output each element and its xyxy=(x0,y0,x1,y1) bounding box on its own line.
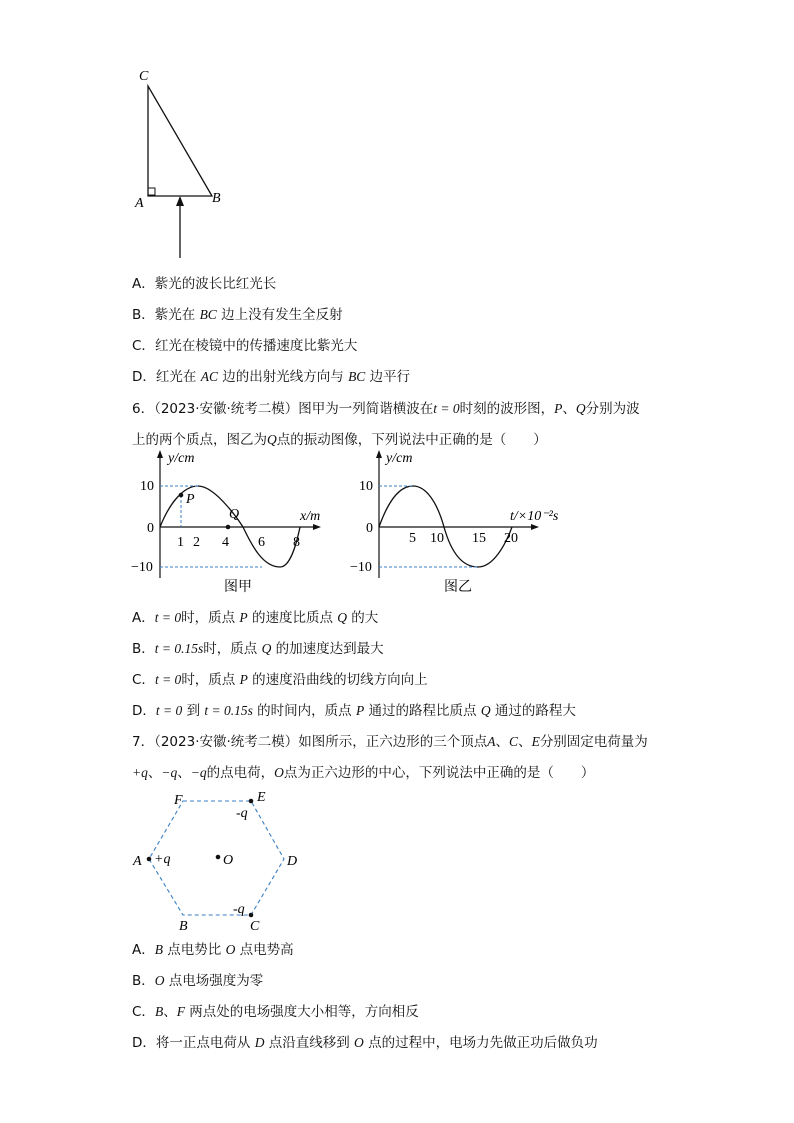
option-label: C． xyxy=(132,338,155,354)
jia-caption: 图甲 xyxy=(224,579,252,595)
hex-label-E: E xyxy=(257,790,266,805)
hex-label-A: A xyxy=(133,854,142,869)
jia-point-p xyxy=(179,493,184,498)
hex-label-C: C xyxy=(250,919,260,934)
option-text: 的速度比质点 xyxy=(247,610,338,626)
prism-figure xyxy=(0,0,794,270)
q6-option-b xyxy=(132,640,384,658)
q7-option-a xyxy=(132,941,294,959)
yi-xtick-5: 5 xyxy=(409,531,416,546)
q6-option-d xyxy=(132,702,576,720)
hex-label-D: D xyxy=(287,854,298,869)
option-text: 边平行 xyxy=(365,369,411,385)
option-text: 两点处的电场强度大小相等，方向相反 xyxy=(184,1004,419,1020)
stem-var: C xyxy=(509,734,519,749)
stem-math: +q xyxy=(132,765,148,780)
option-label: C． xyxy=(132,1004,155,1020)
stem-text: 如图所示，正六边形的三个顶点 xyxy=(298,734,488,750)
q7-option-c xyxy=(132,1003,419,1021)
yi-x-arrow-icon xyxy=(531,524,539,530)
option-text: 的大 xyxy=(347,610,379,626)
option-var: F xyxy=(176,1004,185,1019)
option-var: D xyxy=(254,1035,265,1050)
stem-math: t = 0 xyxy=(433,401,460,416)
yi-ylabel: y/cm xyxy=(386,451,413,466)
charge-dot-e xyxy=(249,799,254,804)
q7-option-d xyxy=(132,1034,598,1052)
option-text: 的时间内，质点 xyxy=(252,703,356,719)
jia-x-arrow-icon xyxy=(313,524,321,530)
option-text: 的速度沿曲线的切线方向向上 xyxy=(247,672,428,688)
stem-var: P xyxy=(554,401,563,416)
question-source: （2023·安徽·统考二模） xyxy=(154,401,299,417)
prism-label-B: B xyxy=(212,191,221,206)
jia-point-q xyxy=(226,525,231,530)
option-var: P xyxy=(239,672,248,687)
jia-xtick-6: 6 xyxy=(258,535,265,550)
option-text: 边上没有发生全反射 xyxy=(216,307,343,323)
option-math: t = 0 xyxy=(154,672,182,687)
stem-text: 点为正六边形的中心，下列说法中正确的是（ ） xyxy=(283,765,595,781)
option-text: 点电势比 xyxy=(163,942,226,958)
yi-ytick-m10: −10 xyxy=(350,560,372,575)
graph-yi xyxy=(350,450,559,595)
option-var: P xyxy=(355,703,365,718)
q6-graphs xyxy=(0,448,794,598)
option-label: A． xyxy=(132,942,155,958)
charge-dot-a xyxy=(147,857,152,862)
option-label: D． xyxy=(132,369,156,385)
jia-ytick-m10: −10 xyxy=(131,560,153,575)
option-math: t = 0.15s xyxy=(154,641,204,656)
jia-xlabel: x/m xyxy=(300,509,321,524)
stem-var: O xyxy=(274,765,284,780)
charge-dot-c xyxy=(249,913,254,918)
option-var: Q xyxy=(261,641,272,656)
jia-ytick-0: 0 xyxy=(147,521,154,536)
yi-xlabel: t/×10⁻²s xyxy=(510,509,559,524)
hexagon-figure xyxy=(0,780,794,940)
option-var: BC xyxy=(199,307,217,322)
yi-caption: 图乙 xyxy=(444,579,472,595)
q7-stem-line1 xyxy=(132,733,648,751)
option-var: O xyxy=(154,973,165,988)
option-var: AC xyxy=(200,369,218,384)
question-source: （2023·安徽·统考二模） xyxy=(154,734,299,750)
option-text: 时，质点 xyxy=(181,610,240,626)
option-var: Q xyxy=(337,610,348,625)
stem-var: A xyxy=(487,734,496,749)
option-text: 将一正点电荷从 xyxy=(155,1035,255,1051)
option-text: 红光在棱镜中的传播速度比紫光大 xyxy=(154,338,358,354)
stem-text: 分别为波 xyxy=(585,401,640,417)
option-text: 的加速度达到最大 xyxy=(271,641,384,657)
option-label: C． xyxy=(132,672,155,688)
jia-label-p: P xyxy=(186,492,195,507)
option-text: 紫光的波长比红光长 xyxy=(154,276,277,292)
option-label: A． xyxy=(132,276,155,292)
q5-option-d xyxy=(132,368,410,386)
option-label: A． xyxy=(132,610,155,626)
jia-xtick-2: 2 xyxy=(193,535,200,550)
option-text: 到 xyxy=(182,703,205,719)
charge-label-a: +q xyxy=(154,852,171,867)
option-label: B． xyxy=(132,641,155,657)
q6-stem-line2 xyxy=(132,431,547,449)
q6-stem-line1 xyxy=(132,400,640,418)
option-text: 、 xyxy=(163,1004,177,1020)
question-number: 7． xyxy=(132,734,155,750)
option-text: 时，质点 xyxy=(203,641,262,657)
q6-option-a xyxy=(132,609,378,627)
stem-math: −q xyxy=(190,765,207,780)
hex-label-B: B xyxy=(179,919,188,934)
question-number: 6． xyxy=(132,401,155,417)
option-text: 点电势高 xyxy=(235,942,294,958)
yi-xtick-20: 20 xyxy=(504,531,518,546)
prism-label-A: A xyxy=(135,196,144,211)
jia-label-q: Q xyxy=(229,507,240,522)
option-text: 点沿直线移到 xyxy=(264,1035,355,1051)
prism-triangle xyxy=(148,86,212,196)
jia-xtick-4: 4 xyxy=(222,535,229,550)
option-label: B． xyxy=(132,307,155,323)
jia-y-arrow-icon xyxy=(157,450,163,458)
stem-text: 上的两个质点，图乙为 xyxy=(132,432,267,448)
q7-option-b xyxy=(132,972,263,990)
incident-ray-arrow-icon xyxy=(176,196,184,206)
jia-ylabel: y/cm xyxy=(168,451,195,466)
hex-label-F: F xyxy=(174,793,183,808)
charge-label-e: -q xyxy=(236,806,248,821)
yi-xtick-10: 10 xyxy=(430,531,444,546)
option-text: 通过的路程大 xyxy=(490,703,576,719)
option-var: B xyxy=(154,1004,164,1019)
center-dot-o xyxy=(216,855,221,860)
option-math: t = 0.15s xyxy=(204,703,253,718)
yi-y-arrow-icon xyxy=(376,450,382,458)
option-text: 点的过程中，电场力先做正功后做负功 xyxy=(363,1035,598,1051)
stem-text: 点的振动图像，下列说法中正确的是（ ） xyxy=(276,432,547,448)
stem-var: Q xyxy=(575,401,586,416)
option-var: Q xyxy=(480,703,491,718)
stem-text: 、 xyxy=(495,734,510,750)
option-label: D． xyxy=(132,1035,156,1051)
jia-ytick-10: 10 xyxy=(140,479,154,494)
option-text: 点电场强度为零 xyxy=(164,973,264,989)
yi-ytick-0: 0 xyxy=(366,521,373,536)
option-math: t = 0 xyxy=(154,610,182,625)
option-label: B． xyxy=(132,973,155,989)
stem-text: 分别固定电荷量为 xyxy=(539,734,648,750)
option-var: BC xyxy=(348,369,366,384)
stem-var: Q xyxy=(267,432,277,447)
q5-option-b xyxy=(132,306,343,324)
option-var: O xyxy=(225,942,236,957)
option-label: D． xyxy=(132,703,156,719)
option-text: 时，质点 xyxy=(181,672,240,688)
prism-label-C: C xyxy=(139,69,149,84)
option-var: B xyxy=(154,942,163,957)
graph-jia xyxy=(131,450,321,595)
stem-text: 、 xyxy=(562,401,576,417)
option-text: 边的出射光线方向与 xyxy=(217,369,349,385)
option-text: 紫光在 xyxy=(154,307,200,323)
q5-option-c xyxy=(132,337,357,355)
charge-label-c: -q xyxy=(233,902,245,917)
stem-text: 、 xyxy=(518,734,532,750)
q6-option-c xyxy=(132,671,428,689)
option-var: O xyxy=(354,1035,364,1050)
stem-text: 图甲为一列简谐横波在 xyxy=(298,401,434,417)
yi-ytick-10: 10 xyxy=(359,479,373,494)
right-angle-mark xyxy=(148,188,155,195)
jia-xtick-8: 8 xyxy=(293,535,300,550)
q7-stem-line2: +q、−q、−q的点电荷，O点为正六边形的中心，下列说法中正确的是（ ） xyxy=(132,765,595,781)
jia-xtick-1: 1 xyxy=(177,535,184,550)
q5-option-a xyxy=(132,275,276,293)
option-var: P xyxy=(239,610,248,625)
stem-math: −q xyxy=(161,765,178,780)
option-math: t = 0 xyxy=(155,703,183,718)
option-text: 红光在 xyxy=(155,369,201,385)
yi-xtick-15: 15 xyxy=(472,531,486,546)
hex-label-O: O xyxy=(223,853,234,868)
stem-text: 的点电荷， xyxy=(206,765,275,781)
option-text: 通过的路程比质点 xyxy=(364,703,481,719)
stem-var: E xyxy=(531,734,540,749)
stem-text: 时刻的波形图， xyxy=(459,401,555,417)
